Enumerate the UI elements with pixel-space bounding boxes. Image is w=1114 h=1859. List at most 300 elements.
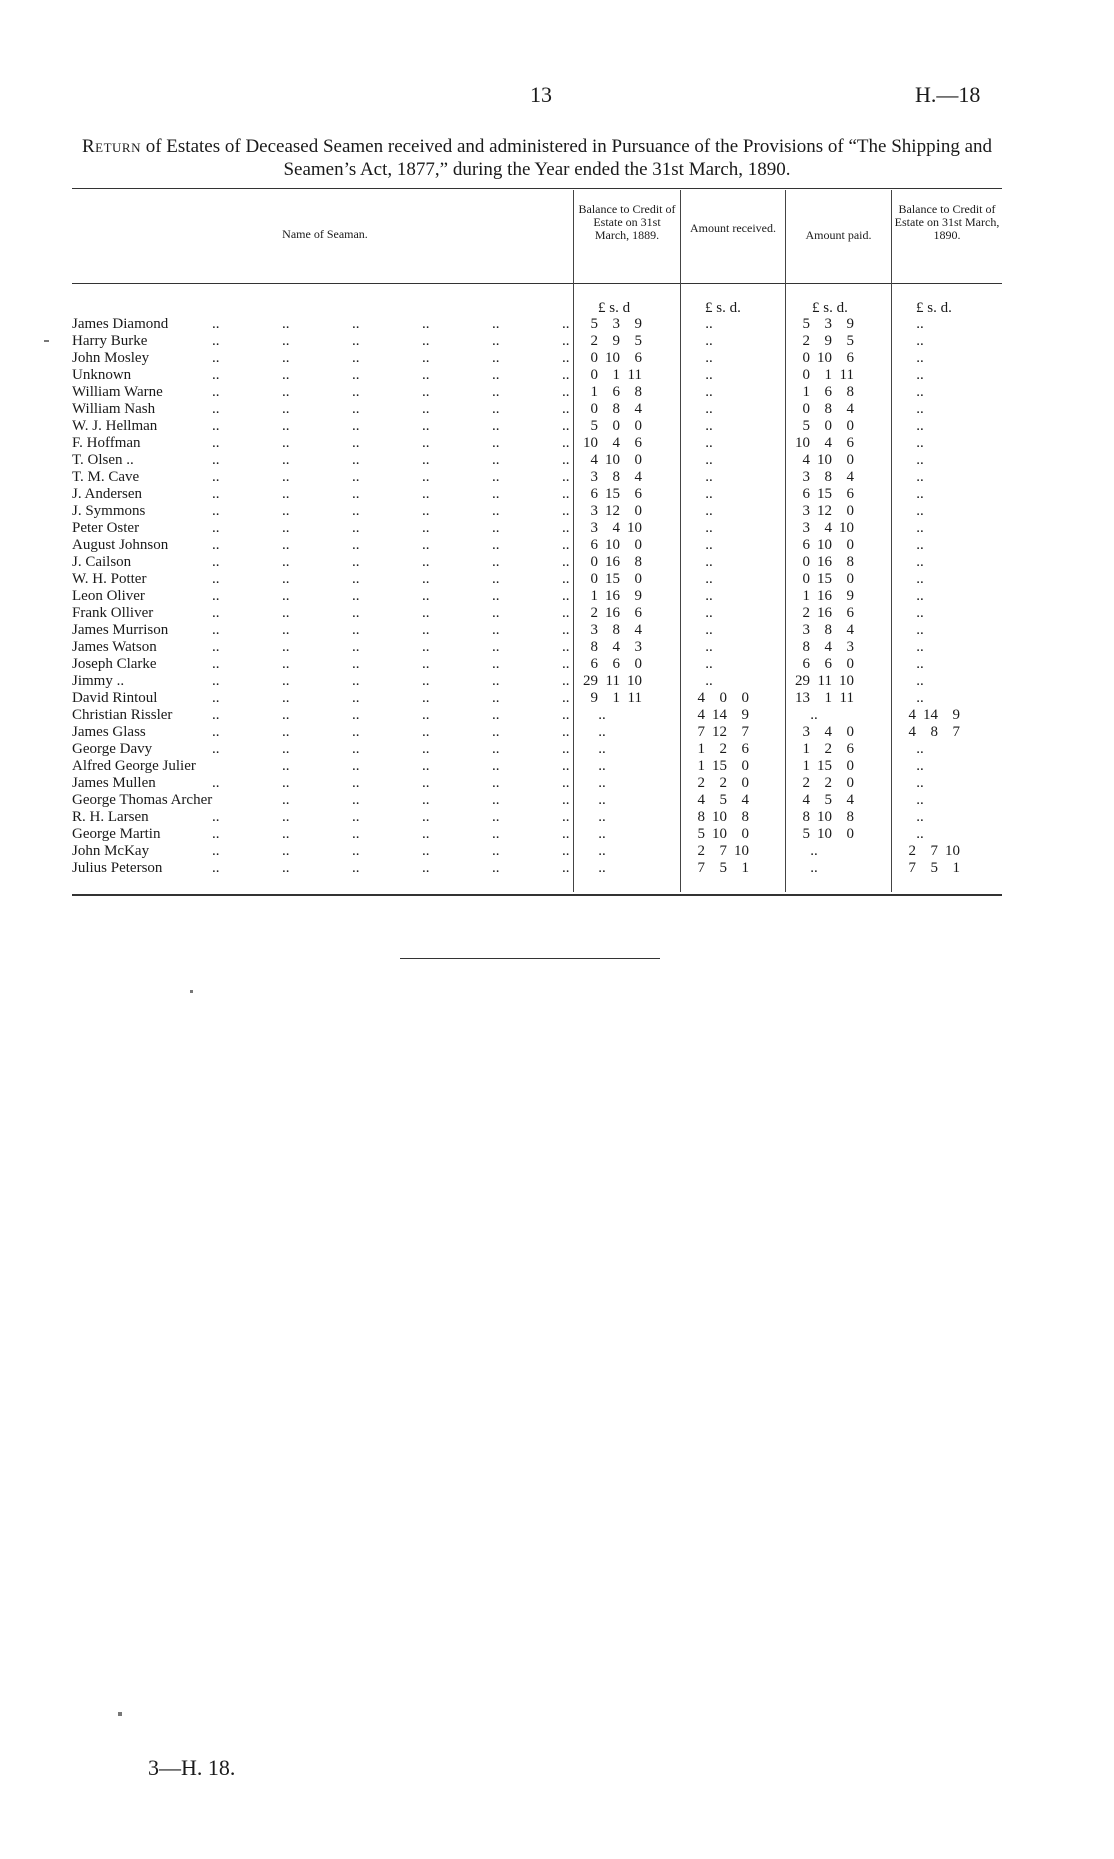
- title-lead: Return: [81, 136, 141, 157]
- leader-dot: ..: [282, 605, 290, 621]
- amount-paid: [774, 503, 854, 520]
- leader-dot: ..: [422, 690, 430, 706]
- pounds: 0: [802, 554, 810, 570]
- leader-dot: ..: [352, 588, 360, 604]
- amount-received: [669, 724, 749, 741]
- amount-b1890: [880, 384, 960, 401]
- leader-dot: ..: [212, 843, 220, 859]
- leader-dot: ..: [352, 367, 360, 383]
- leader-dot: ..: [562, 605, 570, 621]
- seaman-name: R. H. Larsen: [72, 809, 149, 825]
- shillings: 9: [824, 333, 832, 349]
- amount-b1889: [562, 554, 642, 571]
- amount-received: [669, 350, 749, 367]
- leader-dot: ..: [422, 401, 430, 417]
- pence: 4: [846, 792, 854, 808]
- table-row: [72, 316, 1002, 333]
- pence: 6: [741, 741, 749, 757]
- shillings: 6: [612, 656, 620, 672]
- pounds: 5: [802, 316, 810, 332]
- pence: 9: [741, 707, 749, 723]
- empty-marker: ..: [916, 673, 924, 689]
- empty-marker: ..: [705, 605, 713, 621]
- leader-dot: ..: [282, 775, 290, 791]
- leader-dot: ..: [492, 622, 500, 638]
- amount-paid: [774, 826, 854, 843]
- amount-b1890: [880, 571, 960, 588]
- amount-b1889: [562, 588, 642, 605]
- pounds: 3: [802, 520, 810, 536]
- pounds: 4: [697, 707, 705, 723]
- shillings: 7: [930, 843, 938, 859]
- amount-paid: [774, 809, 854, 826]
- leader-dot: ..: [422, 707, 430, 723]
- pence: 1: [741, 860, 749, 876]
- empty-marker: ..: [705, 469, 713, 485]
- amount-paid: [774, 537, 854, 554]
- leader-dot: ..: [282, 452, 290, 468]
- leader-dot: ..: [352, 707, 360, 723]
- amount-b1889: [562, 401, 642, 418]
- leader-dot: ..: [282, 520, 290, 536]
- leader-dot: ..: [562, 860, 570, 876]
- leader-dot: ..: [352, 401, 360, 417]
- leader-dot: ..: [492, 639, 500, 655]
- pounds: 4: [908, 724, 916, 740]
- shillings: 4: [612, 435, 620, 451]
- pence: 8: [846, 554, 854, 570]
- amount-received: [669, 469, 749, 486]
- amount-paid: [774, 418, 854, 435]
- pence: 1: [952, 860, 960, 876]
- pence: 0: [846, 775, 854, 791]
- leader-dot: ..: [212, 435, 220, 451]
- amount-received: [669, 571, 749, 588]
- leader-dot: ..: [422, 503, 430, 519]
- leader-dot: ..: [422, 843, 430, 859]
- leader-dot: ..: [212, 384, 220, 400]
- table-row: [72, 605, 1002, 622]
- empty-marker: ..: [916, 588, 924, 604]
- leader-dot: ..: [352, 843, 360, 859]
- shillings: 8: [824, 622, 832, 638]
- seaman-name: George Martin: [72, 826, 161, 842]
- pounds: 1: [802, 384, 810, 400]
- leader-dot: ..: [492, 520, 500, 536]
- pence: 4: [846, 469, 854, 485]
- amount-b1890: [880, 605, 960, 622]
- seaman-name: John Mosley: [72, 350, 150, 366]
- pounds: 9: [590, 690, 598, 706]
- pounds: 2: [908, 843, 916, 859]
- seaman-name: Christian Rissler: [72, 707, 173, 723]
- table-row: [72, 469, 1002, 486]
- empty-marker: ..: [810, 843, 818, 859]
- shillings: 1: [824, 367, 832, 383]
- empty-marker: ..: [705, 486, 713, 502]
- leader-dot: ..: [212, 401, 220, 417]
- seaman-name: J. Cailson: [72, 554, 132, 570]
- leader-dot: ..: [282, 418, 290, 434]
- leader-dot: ..: [562, 333, 570, 349]
- shillings: 5: [719, 792, 727, 808]
- footer-signature: 3—H. 18.: [148, 1755, 236, 1780]
- pounds: 3: [590, 469, 598, 485]
- leader-dot: ..: [282, 350, 290, 366]
- shillings: 3: [612, 316, 620, 332]
- seaman-name: James Mullen: [72, 775, 156, 791]
- leader-dot: ..: [492, 656, 500, 672]
- leader-dot: ..: [352, 758, 360, 774]
- amount-b1889: [562, 452, 642, 469]
- leader-dot: ..: [212, 622, 220, 638]
- pounds: 7: [908, 860, 916, 876]
- seaman-name: Joseph Clarke: [72, 656, 157, 672]
- leader-dot: ..: [352, 673, 360, 689]
- pence: 9: [846, 316, 854, 332]
- shillings: 2: [719, 775, 727, 791]
- empty-marker: ..: [916, 826, 924, 842]
- amount-received: [669, 452, 749, 469]
- pounds: 0: [802, 401, 810, 417]
- amount-b1890: [880, 554, 960, 571]
- leader-dot: ..: [352, 860, 360, 876]
- amount-b1890: [880, 639, 960, 656]
- empty-marker: ..: [916, 554, 924, 570]
- pounds: 3: [590, 622, 598, 638]
- amount-b1890: [880, 707, 960, 724]
- shillings: 7: [719, 843, 727, 859]
- pence: 0: [634, 418, 642, 434]
- leader-dot: ..: [492, 690, 500, 706]
- leader-dot: ..: [282, 622, 290, 638]
- amount-b1890: [880, 809, 960, 826]
- pounds: 6: [590, 537, 598, 553]
- pounds: 1: [697, 758, 705, 774]
- leader-dot: ..: [282, 469, 290, 485]
- leader-dot: ..: [352, 537, 360, 553]
- leader-dot: ..: [282, 316, 290, 332]
- leader-dot: ..: [492, 775, 500, 791]
- amount-received: [669, 520, 749, 537]
- shillings: 0: [612, 418, 620, 434]
- amount-b1889: [562, 707, 642, 724]
- empty-marker: ..: [705, 452, 713, 468]
- leader-dot: ..: [422, 469, 430, 485]
- leader-dot: ..: [352, 571, 360, 587]
- leader-dot: ..: [212, 486, 220, 502]
- pence: 10: [734, 843, 749, 859]
- leader-dot: ..: [562, 775, 570, 791]
- pence: 3: [634, 639, 642, 655]
- pounds: 3: [802, 622, 810, 638]
- amount-paid: [774, 469, 854, 486]
- leader-dot: ..: [422, 639, 430, 655]
- shillings: 4: [824, 520, 832, 536]
- shillings: 1: [612, 690, 620, 706]
- amount-paid: [774, 571, 854, 588]
- amount-received: [669, 792, 749, 809]
- amount-received: [669, 435, 749, 452]
- pounds: 29: [795, 673, 810, 689]
- table-row: [72, 520, 1002, 537]
- shillings: 10: [712, 809, 727, 825]
- pence: 6: [846, 486, 854, 502]
- leader-dot: ..: [212, 503, 220, 519]
- leader-dot: ..: [422, 860, 430, 876]
- empty-marker: ..: [916, 639, 924, 655]
- leader-dot: ..: [282, 486, 290, 502]
- empty-marker: ..: [705, 333, 713, 349]
- leader-dot: ..: [492, 350, 500, 366]
- table-row: [72, 350, 1002, 367]
- shillings: 4: [824, 724, 832, 740]
- leader-dot: ..: [562, 350, 570, 366]
- pounds: 2: [590, 333, 598, 349]
- pounds: 1: [802, 758, 810, 774]
- amount-received: [669, 588, 749, 605]
- leader-dot: ..: [212, 605, 220, 621]
- leader-dot: ..: [422, 452, 430, 468]
- pence: 9: [952, 707, 960, 723]
- empty-marker: ..: [705, 435, 713, 451]
- pence: 0: [634, 656, 642, 672]
- print-speck: [190, 990, 193, 993]
- leader-dot: ..: [352, 554, 360, 570]
- shillings: 10: [605, 537, 620, 553]
- pence: 7: [952, 724, 960, 740]
- leader-dot: ..: [562, 639, 570, 655]
- shillings: 3: [824, 316, 832, 332]
- leader-dot: ..: [562, 435, 570, 451]
- pence: 0: [741, 690, 749, 706]
- empty-marker: ..: [916, 622, 924, 638]
- leader-dot: ..: [352, 792, 360, 808]
- pounds: 2: [590, 605, 598, 621]
- empty-marker: ..: [916, 452, 924, 468]
- amount-received: [669, 316, 749, 333]
- amount-b1889: [562, 843, 642, 860]
- print-speck: [118, 1712, 122, 1716]
- amount-b1889: [562, 792, 642, 809]
- leader-dot: ..: [562, 809, 570, 825]
- leader-dot: ..: [492, 860, 500, 876]
- amount-b1890: [880, 741, 960, 758]
- shillings: 5: [824, 792, 832, 808]
- leader-dot: ..: [212, 571, 220, 587]
- leader-dot: ..: [562, 384, 570, 400]
- leader-dot: ..: [282, 690, 290, 706]
- seaman-name: F. Hoffman: [72, 435, 141, 451]
- leader-dot: ..: [212, 588, 220, 604]
- leader-dot: ..: [212, 724, 220, 740]
- seaman-name: George Davy: [72, 741, 153, 757]
- leader-dot: ..: [422, 741, 430, 757]
- pence: 0: [634, 537, 642, 553]
- leader-dot: ..: [492, 401, 500, 417]
- amount-b1889: [562, 860, 642, 877]
- pounds: 1: [590, 384, 598, 400]
- amount-b1890: [880, 792, 960, 809]
- shillings: 9: [612, 333, 620, 349]
- shillings: 16: [817, 588, 832, 604]
- leader-dot: ..: [282, 860, 290, 876]
- amount-b1889: [562, 469, 642, 486]
- leader-dot: ..: [422, 656, 430, 672]
- leader-dot: ..: [422, 367, 430, 383]
- leader-dot: ..: [422, 350, 430, 366]
- leader-dot: ..: [212, 707, 220, 723]
- pounds: 3: [802, 469, 810, 485]
- amount-paid: [774, 316, 854, 333]
- amount-b1890: [880, 503, 960, 520]
- leader-dot: ..: [422, 554, 430, 570]
- units-balance-1890: £ s. d.: [916, 300, 952, 316]
- empty-marker: ..: [916, 809, 924, 825]
- pounds: 8: [590, 639, 598, 655]
- leader-dot: ..: [562, 673, 570, 689]
- leader-dot: ..: [282, 656, 290, 672]
- pounds: 4: [590, 452, 598, 468]
- amount-b1889: [562, 367, 642, 384]
- leader-dot: ..: [282, 401, 290, 417]
- table-row: [72, 622, 1002, 639]
- amount-b1890: [880, 588, 960, 605]
- pounds: 1: [802, 588, 810, 604]
- amount-b1890: [880, 316, 960, 333]
- leader-dot: ..: [282, 537, 290, 553]
- leader-dot: ..: [492, 724, 500, 740]
- leader-dot: ..: [562, 690, 570, 706]
- leader-dot: ..: [562, 758, 570, 774]
- amount-b1890: [880, 622, 960, 639]
- pence: 8: [634, 554, 642, 570]
- leader-dot: ..: [492, 469, 500, 485]
- shillings: 12: [817, 503, 832, 519]
- empty-marker: ..: [916, 418, 924, 434]
- leader-dot: ..: [282, 435, 290, 451]
- amount-received: [669, 401, 749, 418]
- amount-b1889: [562, 435, 642, 452]
- shillings: 16: [605, 554, 620, 570]
- pounds: 10: [583, 435, 598, 451]
- amount-b1890: [880, 860, 960, 877]
- amount-b1890: [880, 724, 960, 741]
- shillings: 10: [712, 826, 727, 842]
- seaman-name: William Nash: [72, 401, 156, 417]
- seaman-name: J. Andersen: [72, 486, 142, 502]
- amount-received: [669, 418, 749, 435]
- leader-dot: ..: [492, 486, 500, 502]
- seaman-name: John McKay: [72, 843, 150, 859]
- pence: 0: [634, 452, 642, 468]
- shillings: 8: [824, 401, 832, 417]
- leader-dot: ..: [422, 588, 430, 604]
- table-row: [72, 554, 1002, 571]
- amount-paid: [774, 384, 854, 401]
- leader-dot: ..: [422, 775, 430, 791]
- pounds: 4: [697, 690, 705, 706]
- empty-marker: ..: [916, 486, 924, 502]
- pounds: 6: [802, 486, 810, 502]
- leader-dot: ..: [422, 724, 430, 740]
- leader-dot: ..: [352, 316, 360, 332]
- pounds: 6: [590, 656, 598, 672]
- empty-marker: ..: [916, 758, 924, 774]
- leader-dot: ..: [352, 605, 360, 621]
- shillings: 4: [612, 520, 620, 536]
- empty-marker: ..: [916, 537, 924, 553]
- amount-received: [669, 860, 749, 877]
- pounds: 2: [697, 843, 705, 859]
- shillings: 8: [930, 724, 938, 740]
- amount-b1890: [880, 843, 960, 860]
- amount-received: [669, 826, 749, 843]
- leader-dot: ..: [492, 741, 500, 757]
- amount-paid: [774, 452, 854, 469]
- leader-dot: ..: [282, 843, 290, 859]
- shillings: 10: [817, 809, 832, 825]
- pence: 0: [741, 826, 749, 842]
- leader-dot: ..: [492, 435, 500, 451]
- empty-marker: ..: [916, 605, 924, 621]
- leader-dot: ..: [212, 860, 220, 876]
- pence: 11: [839, 690, 854, 706]
- pence: 0: [846, 503, 854, 519]
- pence: 0: [846, 418, 854, 434]
- shillings: 12: [712, 724, 727, 740]
- empty-marker: ..: [916, 741, 924, 757]
- pence: 4: [634, 469, 642, 485]
- pence: 4: [846, 401, 854, 417]
- leader-dot: ..: [562, 418, 570, 434]
- amount-paid: [774, 554, 854, 571]
- leader-dot: ..: [352, 418, 360, 434]
- leader-dot: ..: [492, 452, 500, 468]
- pounds: 8: [802, 639, 810, 655]
- amount-paid: [774, 401, 854, 418]
- shillings: 10: [817, 537, 832, 553]
- table-row: [72, 401, 1002, 418]
- amount-b1889: [562, 520, 642, 537]
- amount-received: [669, 809, 749, 826]
- empty-marker: ..: [916, 316, 924, 332]
- leader-dot: ..: [352, 690, 360, 706]
- amount-b1890: [880, 452, 960, 469]
- empty-marker: ..: [705, 537, 713, 553]
- pence: 0: [634, 571, 642, 587]
- empty-marker: ..: [598, 724, 606, 740]
- pounds: 4: [697, 792, 705, 808]
- shillings: 10: [817, 350, 832, 366]
- shillings: 16: [817, 554, 832, 570]
- amount-b1890: [880, 758, 960, 775]
- table-row: [72, 588, 1002, 605]
- empty-marker: ..: [598, 809, 606, 825]
- pence: 0: [846, 758, 854, 774]
- table-row: [72, 486, 1002, 503]
- shillings: 2: [824, 775, 832, 791]
- empty-marker: ..: [705, 503, 713, 519]
- leader-dot: ..: [562, 503, 570, 519]
- leader-dot: ..: [562, 401, 570, 417]
- leader-dot: ..: [422, 537, 430, 553]
- leader-dot: ..: [212, 316, 220, 332]
- amount-received: [669, 486, 749, 503]
- amount-b1890: [880, 418, 960, 435]
- pence: 9: [846, 588, 854, 604]
- pence: 10: [627, 520, 642, 536]
